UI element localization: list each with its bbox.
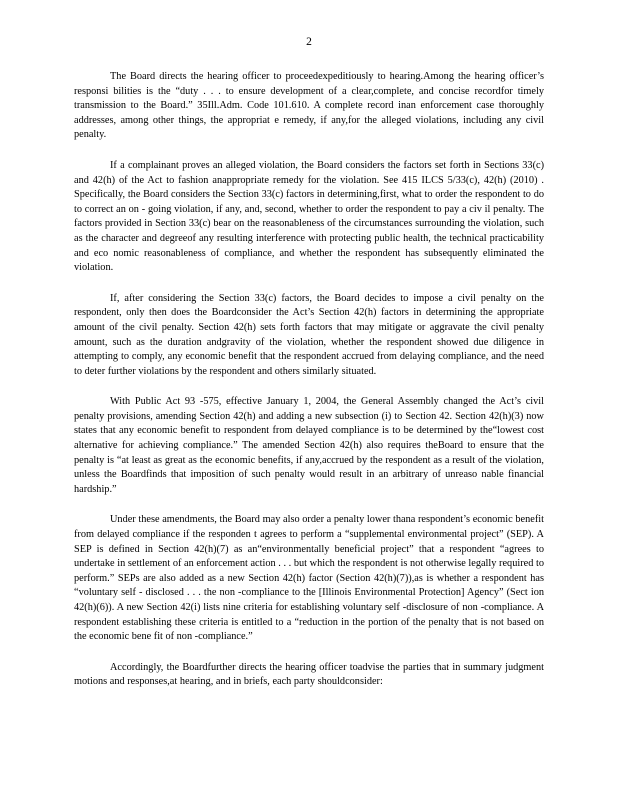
paragraph-supplemental-environmental-project: Under these amendments, the Board may also order a penalty lower thana respondent’s economic benefit from delayed compliance if the responden t agrees to perform a “supplemental environmental project” (SEP). A SEP is defined in Section 42(h)(7) as an“environmentally beneficial project” that a respondent “agrees to undertake in settlement of an enforcement action . . . but which the respondent is not otherwise legally required to perform.” SEPs are also added as a new Section 42(h) factor (Section 42(h)(7)),as is whether a respondent has “voluntary self - disclosed . . . the non -compliance to the [Illinois Environmental Protection] Agency” (Sect ion 42(h)(6)). A new Section 42(i) lists nine criteria for establishing voluntary self -disclosure of non -compliance. A respondent establishing these criteria is entitled to a “reduction in the portion of the penalty that is not based on the economic bene fit of non -compliance.” — [74, 514, 544, 643]
paragraph-section-42h-factors: If, after considering the Section 33(c) factors, the Board decides to impose a civil penalty on the respondent, only then does the Boardconsider the Act’s Section 42(h) factors in determining the appropriate amount of the civil penalty. Section 42(h) sets forth factors that may mitigate or aggravate the civil penalty amount, such as the duration andgravity of the violation, whether the respondent showed due diligence in attempting to comply, any economic benefit that the respondent accrued from delaying compliance, and the need to deter further violations by the respondent and others similarly situated. — [74, 292, 544, 377]
paragraph-hearing-officer-duty: The Board directs the hearing officer to proceedexpeditiously to hearing.Among the hearing officer’s responsi bilities is the “duty . . . to ensure development of a clear,complete, and concise recordfor timely transmission to the Board.” 35Ill.Adm. Code 101.610. A complete record inan enforcement case thoroughly addresses, among other things, the appropriat e remedy, if any,for the alleged violations, including any civil penalty. — [74, 71, 544, 141]
page-number: 2 — [306, 36, 312, 48]
paragraph-section-33c-factors: If a complainant proves an alleged violation, the Board considers the factors set forth in Sections 33(c) and 42(h) of the Act to fashion anappropriate remedy for the violation. See 415 ILCS 5/33(c), 42(h) (2010) . Specifically, the Board considers the Section 33(c) factors in determining,first, what to order the respondent to do to correct an on - going violation, if any, and, second, whether to order the respondent to pay a civ il penalty. The factors provided in Section 33(c) bear on the reasonableness of the circumstances surrounding the violation, such as the character and degreeof any resulting interference with protecting public health, the technical practicability and eco nomic reasonableness of compliance, and whether the respondent has subsequently eliminated the violation. — [74, 159, 544, 274]
paragraph-accordingly: Accordingly, the Boardfurther directs the hearing officer toadvise the parties that in summary judgment motions and responses,at hearing, and in briefs, each party shouldconsider: — [74, 661, 544, 688]
paragraph-public-act-93-575: With Public Act 93 -575, effective January 1, 2004, the General Assembly changed the Act’s civil penalty provisions, amending Section 42(h) and adding a new subsection (i) to Section 42. Section 42(h)(3) now states that any economic benefit to respondent from delayed compliance is to be determined by the“lowest cost alternative for achieving compliance.” The amended Section 42(h) also requires theBoard to ensure that the penalty is “at least as great as the economic benefits, if any,accrued by the respondent as a result of the violation, unless the Boardfinds that imposition of such penalty would result in an arbitrary of unreaso nable financial hardship.” — [74, 396, 544, 495]
